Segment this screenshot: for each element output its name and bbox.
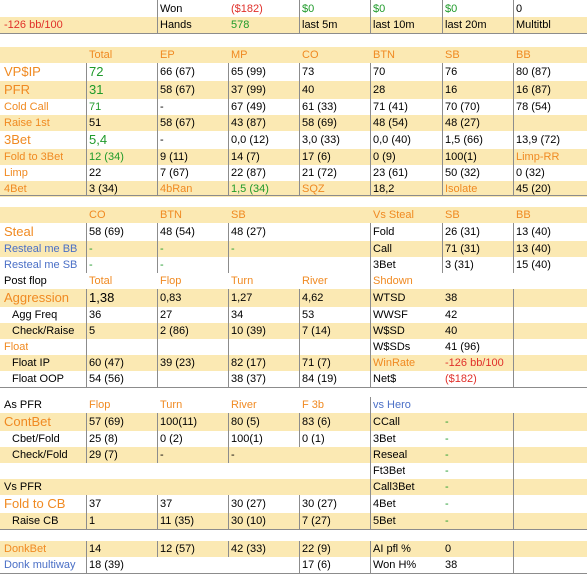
cold-call-label: Cold Call — [4, 101, 49, 113]
stats-row-fold-to-3bet — [0, 149, 587, 165]
grid-line — [86, 413, 87, 463]
grid-line — [513, 413, 514, 529]
hero-3bet-value: - — [445, 433, 449, 445]
grid-line — [370, 273, 371, 387]
steal-header-row — [0, 207, 587, 223]
pfr-mp: 37 (99) — [231, 84, 266, 96]
stats-row-pfr — [0, 81, 587, 99]
as-pfr-header-f3b: F 3b — [302, 399, 325, 411]
float-ip-turn: 82 (17) — [231, 357, 266, 369]
grid-line — [157, 541, 158, 557]
fold-to-3bet-mp: 14 (7) — [231, 151, 260, 163]
header-total: Total — [89, 49, 113, 61]
postflop-header-row — [0, 273, 587, 289]
ccall-value: - — [445, 416, 449, 428]
vs-steal-label: Vs Steal — [373, 209, 414, 221]
donkbet-label: DonkBet — [4, 543, 47, 555]
reseal-value: - — [445, 449, 449, 461]
check-raise-turn: 10 (39) — [231, 325, 266, 337]
multitbl-value: 0 — [516, 3, 523, 15]
vs-steal-3bet-sb: 3 (31) — [445, 259, 474, 271]
stats-row-check-fold — [0, 447, 587, 463]
vs-steal-fold-sb: 26 (31) — [445, 226, 480, 238]
aggression-river: 4,62 — [302, 292, 324, 304]
aggression-flop: 0,83 — [160, 292, 182, 304]
fold-to-cb-flop: 37 — [160, 498, 173, 510]
grid-line — [442, 63, 443, 195]
ft3bet-value: - — [445, 465, 449, 477]
vpip-co: 73 — [302, 66, 315, 78]
3bet-label: 3Bet — [4, 132, 31, 147]
check-raise-river: 7 (14) — [302, 325, 331, 337]
grid-line — [442, 223, 443, 273]
check-raise-flop: 2 (86) — [160, 325, 189, 337]
cbet-fold-total: 25 (8) — [89, 433, 118, 445]
showdown-label: Shdown — [373, 275, 413, 287]
grid-line — [228, 413, 229, 463]
hands-label: Hands — [160, 19, 192, 31]
net-value: ($182) — [445, 373, 477, 385]
agg-freq-total: 36 — [89, 309, 102, 321]
stats-row-float-oop — [0, 371, 587, 387]
steal-co: 58 (69) — [89, 226, 124, 238]
ft3bet-label: Ft3Bet — [373, 465, 406, 477]
vs-hero-label: vs Hero — [373, 399, 411, 411]
stats-row-donkbet — [0, 541, 587, 557]
vs-steal-fold-bb: 13 (40) — [516, 226, 551, 238]
stats-row-float-ip — [0, 355, 587, 371]
grid-line — [513, 223, 514, 273]
grid-line — [0, 387, 587, 388]
4bet-range-value: 1,5 (34) — [231, 183, 269, 195]
float-oop-label: Float OOP — [12, 373, 64, 385]
vpip-btn: 70 — [373, 66, 386, 78]
vs-pfr-header-row — [0, 479, 587, 495]
hero-4bet-label: 4Bet — [373, 498, 396, 510]
squeeze-value: 18,2 — [373, 183, 395, 195]
as-pfr-label: As PFR — [4, 399, 42, 411]
limp-label: Limp — [4, 167, 28, 179]
cold-call-total: 71 — [89, 101, 102, 113]
winrate-label: WinRate — [373, 357, 416, 369]
raise-cb-turn: 30 (10) — [231, 515, 266, 527]
contbet-total: 57 (69) — [89, 416, 124, 428]
last-20m-amount: $0 — [445, 3, 458, 15]
3bet-mp: 0,0 (12) — [231, 134, 269, 146]
spacer-row — [0, 529, 587, 541]
steal-header-sb: SB — [231, 209, 246, 221]
stats-row-fold-to-cb — [0, 495, 587, 513]
cold-call-ep: - — [160, 101, 164, 113]
fold-to-cb-label: Fold to CB — [4, 496, 66, 511]
wsd-value: 40 — [445, 325, 458, 337]
stats-row-donk-multiway — [0, 557, 587, 573]
won-hand-pct-label: Won H% — [373, 559, 417, 571]
donkbet-total: 14 — [89, 543, 102, 555]
grid-line — [0, 195, 587, 196]
bb100-value: -126 bb/100 — [4, 19, 63, 31]
postflop-header-river: River — [302, 275, 328, 287]
hero-4bet-value: - — [445, 498, 449, 510]
fold-to-3bet-ep: 9 (11) — [160, 151, 188, 163]
won-value: ($182) — [231, 3, 263, 15]
donkbet-turn: 42 (33) — [231, 543, 266, 555]
grid-line — [157, 495, 158, 529]
raise-cb-flop: 11 (35) — [160, 515, 195, 527]
wwsf-value: 42 — [445, 309, 458, 321]
wwsf-label: WWSF — [373, 309, 408, 321]
limp-mp: 22 (87) — [231, 167, 266, 179]
contbet-turn: 80 (5) — [231, 416, 260, 428]
limp-ep: 7 (67) — [160, 167, 189, 179]
grid-line — [228, 495, 229, 529]
reseal-label: Reseal — [373, 449, 408, 461]
grid-line — [228, 541, 229, 557]
vs-steal-call-label: Call — [373, 243, 392, 255]
raise-first-co: 58 (69) — [302, 117, 337, 129]
aggression-turn: 1,27 — [231, 292, 253, 304]
pfr-sb: 16 — [445, 84, 458, 96]
check-fold-turn: - — [231, 449, 235, 461]
cbet-fold-label: Cbet/Fold — [12, 433, 60, 445]
raise-cb-total: 1 — [89, 515, 96, 527]
resteal-sb-label: Resteal me SB — [4, 259, 78, 271]
stats-row-check-raise — [0, 323, 587, 339]
raise-first-sb: 48 (27) — [445, 117, 480, 129]
as-pfr-header-turn: Turn — [160, 399, 183, 411]
grid-line — [370, 541, 371, 574]
5bet-label: 5Bet — [373, 515, 396, 527]
pfr-co: 40 — [302, 84, 315, 96]
limp-total: 22 — [89, 167, 102, 179]
grid-line — [513, 541, 514, 574]
limp-co: 21 (72) — [302, 167, 337, 179]
grid-line — [228, 223, 229, 273]
stats-row-won — [0, 1, 587, 17]
vpip-ep: 66 (67) — [160, 66, 195, 78]
float-header-row — [0, 339, 587, 355]
4bet-label: 4Bet — [4, 183, 27, 195]
check-fold-label: Check/Fold — [12, 449, 68, 461]
steal-header-co: CO — [89, 209, 106, 221]
grid-line — [0, 529, 587, 530]
wsds-value: 41 (96) — [445, 341, 480, 353]
won-hand-pct-value: 38 — [445, 559, 458, 571]
limp-bb: 0 (32) — [516, 167, 545, 179]
grid-line — [513, 289, 514, 387]
multitbl-label: Multitbl — [516, 19, 551, 31]
wsds-label: W$SDs — [373, 341, 411, 353]
resteal-sb-btn: - — [160, 259, 164, 271]
as-pfr-header-row — [0, 397, 587, 413]
3bet-bb: 13,9 (72) — [516, 134, 561, 146]
fold-to-3bet-co: 17 (6) — [302, 151, 331, 163]
spacer-row — [0, 387, 587, 397]
resteal-bb-btn: - — [160, 243, 164, 255]
float-oop-turn: 38 (37) — [231, 373, 266, 385]
wtsd-label: WTSD — [373, 292, 406, 304]
pfr-btn: 28 — [373, 84, 386, 96]
grid-line — [299, 63, 300, 195]
grid-line — [370, 223, 371, 273]
grid-line — [86, 223, 87, 273]
cold-call-bb: 78 (54) — [516, 101, 551, 113]
vs-steal-call-bb: 13 (40) — [516, 243, 551, 255]
steal-label: Steal — [4, 224, 34, 239]
check-fold-flop: - — [160, 449, 164, 461]
fold-to-3bet-sb: 100(1) — [445, 151, 477, 163]
postflop-label: Post flop — [4, 275, 47, 287]
aggression-total: 1,38 — [89, 290, 115, 305]
wtsd-value: 38 — [445, 292, 458, 304]
as-pfr-header-river: River — [231, 399, 257, 411]
grid-line — [370, 0, 371, 34]
grid-line — [299, 541, 300, 574]
stats-row-steal — [0, 223, 587, 241]
stats-row-ft3bet — [0, 463, 587, 479]
raise-cb-label: Raise CB — [12, 515, 59, 527]
won-label: Won — [160, 3, 183, 15]
cold-call-co: 61 (33) — [302, 101, 337, 113]
agg-freq-flop: 27 — [160, 309, 173, 321]
header-co: CO — [302, 49, 319, 61]
call3bet-value: - — [445, 481, 449, 493]
last-5m-label: last 5m — [302, 19, 338, 31]
header-mp: MP — [231, 49, 248, 61]
steal-header-btn: BTN — [160, 209, 182, 221]
limp-btn: 23 (61) — [373, 167, 408, 179]
resteal-sb-co: - — [89, 259, 93, 271]
aggression-label: Aggression — [4, 290, 70, 305]
vpip-mp: 65 (99) — [231, 66, 266, 78]
3bet-sb: 1,5 (66) — [445, 134, 483, 146]
grid-line — [157, 289, 158, 387]
raise-first-total: 51 — [89, 117, 102, 129]
agg-freq-turn: 34 — [231, 309, 244, 321]
postflop-header-flop: Flop — [160, 275, 182, 287]
raise-first-mp: 43 (87) — [231, 117, 266, 129]
stats-row-cold-call — [0, 99, 587, 115]
stats-row-resteal-sb — [0, 257, 587, 273]
header-btn: BTN — [373, 49, 395, 61]
grid-line — [86, 289, 87, 387]
float-ip-river: 71 (7) — [302, 357, 331, 369]
fold-to-cb-turn: 30 (27) — [231, 498, 266, 510]
spacer-row — [0, 197, 587, 207]
3bet-ep: - — [160, 134, 164, 146]
postflop-header-turn: Turn — [231, 275, 254, 287]
raise-first-ep: 58 (67) — [160, 117, 195, 129]
fold-to-cb-river: 30 (27) — [302, 498, 337, 510]
last-10m-amount: $0 — [373, 3, 386, 15]
grid-line — [86, 63, 87, 195]
grid-line — [299, 495, 300, 529]
grid-line — [513, 63, 514, 195]
donk-multiway-label: Donk multiway — [4, 559, 76, 571]
call3bet-label: Call3Bet — [373, 481, 415, 493]
float-ip-total: 60 (47) — [89, 357, 124, 369]
vs-steal-header-bb: BB — [516, 209, 531, 221]
grid-line — [299, 0, 300, 34]
stats-row-3bet — [0, 131, 587, 149]
cold-call-sb: 70 (70) — [445, 101, 480, 113]
cbet-fold-flop: 0 (2) — [160, 433, 183, 445]
5bet-value: - — [445, 515, 449, 527]
float-ip-flop: 39 (23) — [160, 357, 195, 369]
position-header-row — [0, 47, 587, 63]
raise-first-btn: 48 (54) — [373, 117, 408, 129]
vs-steal-3bet-bb: 15 (40) — [516, 259, 551, 271]
steal-btn: 48 (54) — [160, 226, 195, 238]
vs-steal-3bet-label: 3Bet — [373, 259, 396, 271]
vpip-total: 72 — [89, 64, 104, 79]
grid-line — [513, 0, 514, 34]
grid-line — [228, 289, 229, 387]
stats-row-contbet — [0, 413, 587, 431]
last-20m-label: last 20m — [445, 19, 487, 31]
float-label: Float — [4, 341, 29, 353]
donk-multiway-river: 17 (6) — [302, 559, 331, 571]
contbet-label: ContBet — [4, 414, 51, 429]
vs-steal-call-sb: 71 (31) — [445, 243, 480, 255]
cbet-fold-river: 0 (1) — [302, 433, 325, 445]
3bet-btn: 0,0 (40) — [373, 134, 411, 146]
grid-line — [370, 63, 371, 195]
squeeze-label: SQZ — [302, 183, 325, 195]
3bet-total: 5,4 — [89, 132, 108, 147]
isolate-label: Isolate — [445, 183, 478, 195]
winrate-value: -126 bb/100 — [445, 357, 504, 369]
vpip-bb: 80 (87) — [516, 66, 551, 78]
resteal-bb-label: Resteal me BB — [4, 243, 78, 255]
grid-line — [157, 223, 158, 273]
grid-line — [0, 33, 587, 34]
grid-line — [86, 495, 87, 529]
net-label: Net$ — [373, 373, 397, 385]
cbet-fold-turn: 100(1) — [231, 433, 263, 445]
3bet-co: 3,0 (33) — [302, 134, 340, 146]
raise-cb-river: 7 (27) — [302, 515, 331, 527]
stats-row-resteal-bb — [0, 241, 587, 257]
as-pfr-header-flop: Flop — [89, 399, 111, 411]
grid-line — [299, 413, 300, 447]
grid-line — [228, 63, 229, 195]
limp-sb: 50 (32) — [445, 167, 480, 179]
ai-preflop-value: 0 — [445, 543, 452, 555]
grid-line — [157, 413, 158, 463]
isolate-value: 45 (20) — [516, 183, 551, 195]
stats-row-vpip — [0, 63, 587, 81]
header-ep: EP — [160, 49, 175, 61]
wsd-label: W$SD — [373, 325, 405, 337]
grid-line — [299, 289, 300, 387]
resteal-bb-co: - — [89, 243, 93, 255]
check-fold-total: 29 (7) — [89, 449, 118, 461]
grid-line — [370, 397, 371, 529]
donk-multiway-total: 18 (39) — [89, 559, 124, 571]
pfr-total: 31 — [89, 82, 104, 97]
check-raise-total: 5 — [89, 325, 96, 337]
cold-call-mp: 67 (49) — [231, 101, 266, 113]
stats-row-hands — [0, 17, 587, 33]
donkbet-flop: 12 (57) — [160, 543, 195, 555]
stats-row-raise-cb — [0, 513, 587, 529]
hands-value: 578 — [231, 19, 250, 31]
cold-call-btn: 71 (41) — [373, 101, 408, 113]
hero-3bet-label: 3Bet — [373, 433, 396, 445]
last-5m-amount: $0 — [302, 3, 315, 15]
header-bb: BB — [516, 49, 531, 61]
donkbet-river: 22 (9) — [302, 543, 331, 555]
raise-first-label: Raise 1st — [4, 117, 50, 129]
4bet-total: 3 (34) — [89, 183, 118, 195]
4bet-range-label: 4bRan — [160, 183, 193, 195]
stats-row-limp — [0, 165, 587, 181]
ccall-label: CCall — [373, 416, 400, 428]
ai-preflop-label: AI pfl % — [373, 543, 411, 555]
grid-line — [442, 0, 443, 34]
pfr-bb: 16 (87) — [516, 84, 551, 96]
fold-to-3bet-btn: 0 (9) — [373, 151, 396, 163]
last-10m-label: last 10m — [373, 19, 415, 31]
pfr-ep: 58 (67) — [160, 84, 195, 96]
fold-to-3bet-label: Fold to 3Bet — [4, 151, 64, 163]
vs-steal-fold-label: Fold — [373, 226, 395, 238]
float-oop-river: 84 (19) — [302, 373, 337, 385]
postflop-header-total: Total — [89, 275, 113, 287]
stats-row-raise-first — [0, 115, 587, 131]
vpip-sb: 76 — [445, 66, 458, 78]
vs-steal-header-sb: SB — [445, 209, 460, 221]
grid-line — [86, 541, 87, 574]
fold-to-3bet-total: 12 (34) — [89, 151, 124, 163]
float-oop-total: 54 (56) — [89, 373, 124, 385]
resteal-bb-sb: - — [231, 243, 235, 255]
check-raise-label: Check/Raise — [12, 325, 75, 337]
stats-row-aggression — [0, 289, 587, 307]
agg-freq-label: Agg Freq — [12, 309, 58, 321]
grid-line — [157, 0, 158, 34]
contbet-river: 83 (6) — [302, 416, 331, 428]
grid-line — [157, 63, 158, 195]
agg-freq-river: 53 — [302, 309, 315, 321]
stats-row-agg-freq — [0, 307, 587, 323]
header-sb: SB — [445, 49, 460, 61]
fold-to-cb-total: 37 — [89, 498, 102, 510]
vs-pfr-label: Vs PFR — [4, 481, 42, 493]
limp-rr-label: Limp-RR — [516, 151, 560, 163]
stats-row-cbet-fold — [0, 431, 587, 447]
vpip-label: VP$IP — [4, 64, 41, 79]
float-ip-label: Float IP — [12, 357, 50, 369]
steal-sb: 48 (27) — [231, 226, 266, 238]
pfr-label: PFR — [4, 82, 30, 97]
contbet-flop: 100(11) — [160, 416, 198, 428]
